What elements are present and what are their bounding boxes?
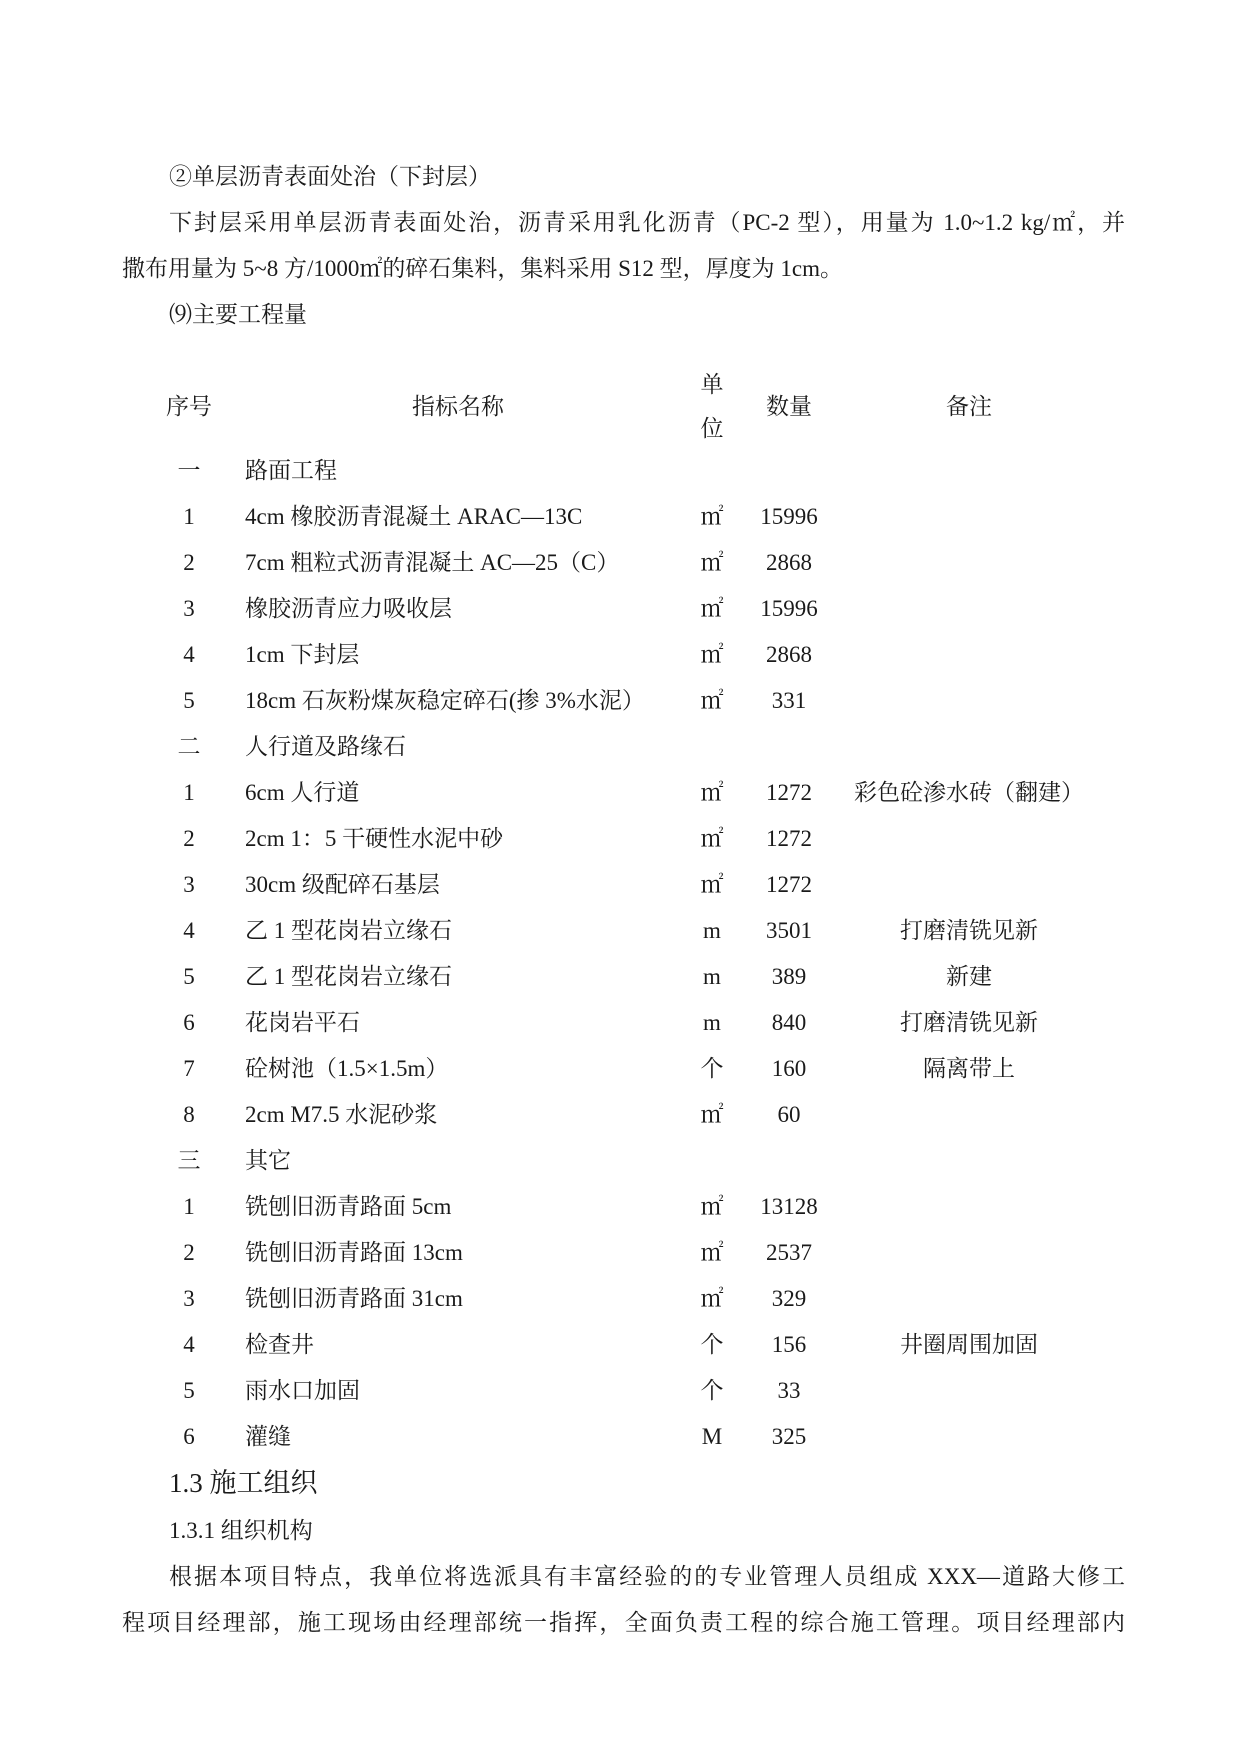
row-number: 4 <box>183 918 195 943</box>
item-name: 乙 1 型花岗岩立缘石 <box>245 918 452 943</box>
quantity-cell: 15996 <box>760 596 818 621</box>
quantity-cell: 1272 <box>766 872 812 897</box>
item-name: 铣刨旧沥青路面 31cm <box>245 1286 463 1311</box>
header-name: 指标名称 <box>412 394 504 419</box>
unit-cell: 个 <box>700 1332 724 1357</box>
quantity-cell: 325 <box>771 1424 807 1449</box>
item-name: 1cm 下封层 <box>245 642 360 667</box>
quantity-cell: 13128 <box>760 1194 818 1219</box>
row-number: 8 <box>183 1102 195 1127</box>
row-number: 7 <box>183 1056 195 1081</box>
item-name: 6cm 人行道 <box>245 780 360 805</box>
row-number: 4 <box>183 1332 195 1357</box>
row-number: 6 <box>183 1010 195 1035</box>
quantity-cell: 160 <box>771 1056 807 1081</box>
item-name: 路面工程 <box>245 458 337 483</box>
row-number: 2 <box>183 1240 195 1265</box>
table-row <box>0 632 1241 678</box>
section-subheading: 1.3.1 组织机构 <box>169 1518 313 1543</box>
unit-cell: m <box>703 964 721 989</box>
unit-cell: 个 <box>700 1056 724 1081</box>
row-number: 1 <box>183 1194 195 1219</box>
table-row <box>0 816 1241 862</box>
table-category-row <box>0 448 1241 494</box>
item-name: 乙 1 型花岗岩立缘石 <box>245 964 452 989</box>
item-name: 7cm 粗粒式沥青混凝土 AC—25（C） <box>245 550 620 575</box>
table-row <box>0 1230 1241 1276</box>
row-number: 5 <box>183 964 195 989</box>
quantity-cell: 60 <box>777 1102 801 1127</box>
remark-cell: 打磨清铣见新 <box>900 918 1038 943</box>
seal-subheading: ②单层沥青表面处治（下封层） <box>169 164 491 189</box>
table-category-row <box>0 724 1241 770</box>
table-row <box>0 770 1241 816</box>
item-name: 铣刨旧沥青路面 5cm <box>245 1194 452 1219</box>
quantity-cell: 331 <box>771 688 807 713</box>
row-number: 3 <box>183 596 195 621</box>
unit-cell: m <box>703 1010 721 1035</box>
remark-cell: 隔离带上 <box>923 1056 1015 1081</box>
quantity-cell: 389 <box>771 964 807 989</box>
row-number: 1 <box>183 504 195 529</box>
unit-cell: m <box>703 918 721 943</box>
table-row <box>0 1276 1241 1322</box>
unit-cell: 个 <box>700 1378 724 1403</box>
unit-cell: ㎡ <box>700 872 724 897</box>
unit-cell: M <box>701 1424 723 1449</box>
table-row <box>0 1322 1241 1368</box>
table-row <box>0 908 1241 954</box>
table-category-row <box>0 1138 1241 1184</box>
item-name: 橡胶沥青应力吸收层 <box>245 596 452 621</box>
header-seq: 序号 <box>166 394 212 419</box>
quantity-cell: 329 <box>771 1286 807 1311</box>
table-row <box>0 954 1241 1000</box>
item-name: 铣刨旧沥青路面 13cm <box>245 1240 463 1265</box>
unit-cell: ㎡ <box>700 596 724 621</box>
quantity-cell: 2868 <box>766 550 812 575</box>
unit-cell: ㎡ <box>700 1240 724 1265</box>
remark-cell: 彩色砼渗水砖（翻建） <box>854 780 1084 805</box>
remark-cell: 井圈周围加固 <box>900 1332 1038 1357</box>
item-name: 砼树池（1.5×1.5m） <box>245 1056 449 1081</box>
header-unit-label: 单位 <box>700 372 724 441</box>
quantity-cell: 2868 <box>766 642 812 667</box>
table-header <box>0 363 1241 451</box>
row-number: 三 <box>177 1148 201 1173</box>
item-name: 30cm 级配碎石基层 <box>245 872 440 897</box>
row-number: 2 <box>183 550 195 575</box>
quantities-heading: ⑼主要工程量 <box>169 302 307 327</box>
unit-cell: ㎡ <box>700 550 724 575</box>
seal-paragraph-line-2: 撒布用量为 5~8 方/1000㎡的碎石集料，集料采用 S12 型，厚度为 1cm。 <box>122 256 843 281</box>
table-row <box>0 540 1241 586</box>
row-number: 二 <box>177 734 201 759</box>
unit-cell: ㎡ <box>700 1194 724 1219</box>
seal-paragraph-line-1: 下封层采用单层沥青表面处治，沥青采用乳化沥青（PC-2 型），用量为 1.0~1.2 kg/㎡，并 <box>169 210 1125 235</box>
item-name: 2cm M7.5 水泥砂浆 <box>245 1102 438 1127</box>
table-row <box>0 862 1241 908</box>
quantities-table-body <box>0 448 1241 1460</box>
row-number: 5 <box>183 688 195 713</box>
item-name: 18cm 石灰粉煤灰稳定碎石(掺 3%水泥） <box>245 688 645 713</box>
row-number: 4 <box>183 642 195 667</box>
quantity-cell: 840 <box>771 1010 807 1035</box>
header-qty: 数量 <box>766 394 812 419</box>
table-row <box>0 1092 1241 1138</box>
row-number: 3 <box>183 872 195 897</box>
table-row <box>0 1000 1241 1046</box>
table-row <box>0 1414 1241 1460</box>
item-name: 灌缝 <box>245 1424 291 1449</box>
table-row <box>0 1046 1241 1092</box>
table-row <box>0 494 1241 540</box>
unit-cell: ㎡ <box>700 642 724 667</box>
quantity-cell: 1272 <box>766 780 812 805</box>
quantity-cell: 156 <box>771 1332 807 1357</box>
table-row <box>0 586 1241 632</box>
table-row <box>0 678 1241 724</box>
unit-cell: ㎡ <box>700 780 724 805</box>
item-name: 花岗岩平石 <box>245 1010 360 1035</box>
section-heading: 1.3 施工组织 <box>169 1468 318 1498</box>
remark-cell: 打磨清铣见新 <box>900 1010 1038 1035</box>
table-row <box>0 1368 1241 1414</box>
row-number: 6 <box>183 1424 195 1449</box>
quantity-cell: 1272 <box>766 826 812 851</box>
item-name: 人行道及路缘石 <box>245 734 406 759</box>
item-name: 4cm 橡胶沥青混凝土 ARAC—13C <box>245 504 583 529</box>
item-name: 雨水口加固 <box>245 1378 360 1403</box>
row-number: 一 <box>177 458 201 483</box>
unit-cell: ㎡ <box>700 688 724 713</box>
item-name: 其它 <box>245 1148 291 1173</box>
unit-cell: ㎡ <box>700 826 724 851</box>
header-unit <box>682 363 742 451</box>
item-name: 2cm 1：5 干硬性水泥中砂 <box>245 826 504 851</box>
row-number: 3 <box>183 1286 195 1311</box>
section-paragraph-line-2: 程项目经理部，施工现场由经理部统一指挥，全面负责工程的综合施工管理。项目经理部内 <box>122 1610 1125 1635</box>
header-remark: 备注 <box>946 394 992 419</box>
quantity-cell: 15996 <box>760 504 818 529</box>
quantity-cell: 33 <box>777 1378 801 1403</box>
quantity-cell: 3501 <box>766 918 812 943</box>
item-name: 检查井 <box>245 1332 314 1357</box>
row-number: 5 <box>183 1378 195 1403</box>
table-row <box>0 1184 1241 1230</box>
unit-cell: ㎡ <box>700 1102 724 1127</box>
quantity-cell: 2537 <box>766 1240 812 1265</box>
remark-cell: 新建 <box>946 964 992 989</box>
unit-cell: ㎡ <box>700 1286 724 1311</box>
row-number: 1 <box>183 780 195 805</box>
row-number: 2 <box>183 826 195 851</box>
unit-cell: ㎡ <box>700 504 724 529</box>
section-paragraph-line-1: 根据本项目特点，我单位将选派具有丰富经验的的专业管理人员组成 XXX—道路大修工 <box>169 1564 1125 1589</box>
